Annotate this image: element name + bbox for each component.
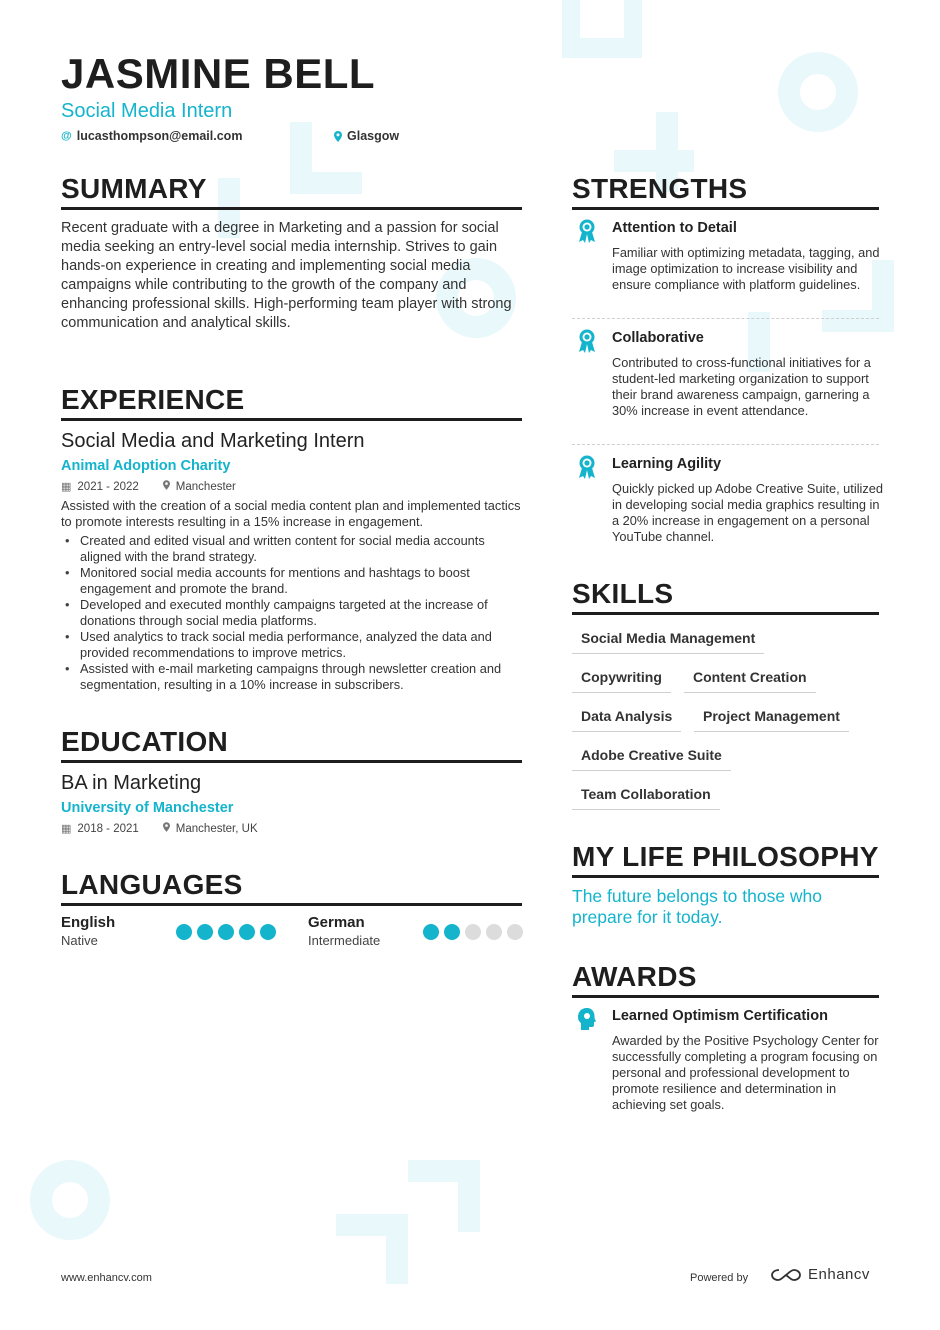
experience-heading: EXPERIENCE [61,384,522,421]
rating-dot-empty [465,924,481,940]
language-rating [423,924,523,940]
contact-location [334,129,399,143]
education-dates: 2018 - 2021 [77,822,139,835]
skill-tag: Content Creation [684,669,816,693]
rating-dot-filled [239,924,255,940]
rating-dot-filled [218,924,234,940]
summary-text: Recent graduate with a degree in Marketing and a passion for social media seeking an entry-level social media internship. Strives to gain hands-on experience in creating and implementing social media campaigns while contributing to the growth of the company and enhancing professional skills. High-performing team player with strong communication and analytical skills. [61,220,512,331]
strength-desc: Familiar with optimizing metadata, tagging, and image optimization to increase visibility and ensure compliance with platform guidelines. [612,245,880,292]
rating-dot-empty [507,924,523,940]
philosophy-heading: MY LIFE PHILOSOPHY [572,841,879,878]
at-icon: @ [61,130,72,142]
deco-ring [778,52,858,132]
company-name[interactable]: Animal Adoption Charity [61,458,231,474]
rating-dot-filled [197,924,213,940]
candidate-name: JASMINE BELL [61,50,376,97]
strength-title: Attention to Detail [612,220,737,236]
rating-dot-filled [423,924,439,940]
award-ribbon-icon [576,455,598,479]
deco-shape [614,150,694,172]
education-meta [61,822,258,835]
location-text: Glasgow [347,129,400,143]
location-pin-icon [334,131,342,142]
strength-title: Learning Agility [612,456,722,472]
contact-email[interactable] [61,129,242,143]
list-item: • Monitored social media accounts for mentions and hashtags to boost engagement and promote the brand. [61,565,527,597]
deco-shape [458,1160,480,1232]
deco-ring [30,1160,110,1240]
award-desc: Awarded by the Positive Psychology Center for successfully completing a program focusing on personal and professional development to promote resilience and determination in achieving set goals. [612,1033,879,1112]
list-item: • Used analytics to track social media performance, analyzed the data and provided recommendations to improve metrics. [61,629,527,661]
skill-tag: Team Collaboration [572,786,720,810]
skill-tag: Project Management [694,708,849,732]
deco-shape [386,1214,408,1284]
education-heading: EDUCATION [61,726,522,763]
language-level: Intermediate [308,933,381,948]
enhancv-logo[interactable] [770,1266,870,1283]
summary-heading: SUMMARY [61,173,522,210]
enhancv-logo-icon [770,1267,802,1283]
head-brain-icon [576,1007,598,1031]
language-level: Native [61,933,98,948]
education-location: Manchester, UK [175,822,258,835]
list-item: • Created and edited visual and written content for social media accounts aligned with the brand strategy. [61,533,527,565]
job-description: Assisted with the creation of a social media content plan and implemented tactics to promote interests resulting in a 15% increase in engagement. [61,498,521,529]
divider [572,318,879,319]
rating-dot-filled [260,924,276,940]
philosophy-quote: The future belongs to those who prepare for it today. [572,886,823,927]
language-rating [176,924,276,940]
skill-tag: Social Media Management [572,630,764,654]
strengths-heading: STRENGTHS [572,173,879,210]
footer-website[interactable]: www.enhancv.com [61,1272,152,1284]
strength-desc: Quickly picked up Adobe Creative Suite, utilized in developing social media graphics resulting in a 20% increase in engagement on a personal YouTube channel. [612,481,884,544]
rating-dot-filled [444,924,460,940]
job-dates: 2021 - 2022 [77,480,139,493]
awards-heading: AWARDS [572,961,879,998]
award-ribbon-icon [576,219,598,243]
strength-desc: Contributed to cross-functional initiatives for a student-led marketing organization to support their brand awareness campaign, garnering a 30% increase in event attendance. [612,355,871,418]
rating-dot-filled [176,924,192,940]
skill-tag: Data Analysis [572,708,681,732]
enhancv-logo-text: Enhancv [808,1266,870,1283]
job-location: Manchester [175,480,236,493]
award-title: Learned Optimism Certification [612,1008,828,1024]
degree: BA in Marketing [61,772,202,794]
job-bullets [61,533,527,693]
job-title: Social Media and Marketing Intern [61,430,365,452]
job-meta [61,480,236,493]
email-text: lucasthompson@email.com [76,129,243,143]
strength-title: Collaborative [612,330,704,346]
calendar-icon: ▦ [61,481,72,493]
language-name: German [308,914,365,931]
language-name: English [61,914,116,931]
skill-tag: Copywriting [572,669,671,693]
skills-heading: SKILLS [572,578,879,615]
skill-tag: Adobe Creative Suite [572,747,731,771]
school-name[interactable]: University of Manchester [61,800,234,816]
rating-dot-empty [486,924,502,940]
footer-powered-by: Powered by [690,1272,749,1284]
deco-shape [580,0,624,38]
location-pin-icon [163,822,170,835]
award-ribbon-icon [576,329,598,353]
list-item: • Assisted with e-mail marketing campaigns through newsletter creation and segmentation, resulting in a 10% increase in subscribers. [61,661,527,693]
languages-heading: LANGUAGES [61,869,522,906]
divider [572,444,879,445]
candidate-title: Social Media Intern [61,100,233,122]
list-item: • Developed and executed monthly campaigns targeted at the increase of donations through social media platforms. [61,597,527,629]
location-pin-icon [163,480,170,493]
calendar-icon: ▦ [61,823,72,835]
deco-shape [822,310,894,332]
